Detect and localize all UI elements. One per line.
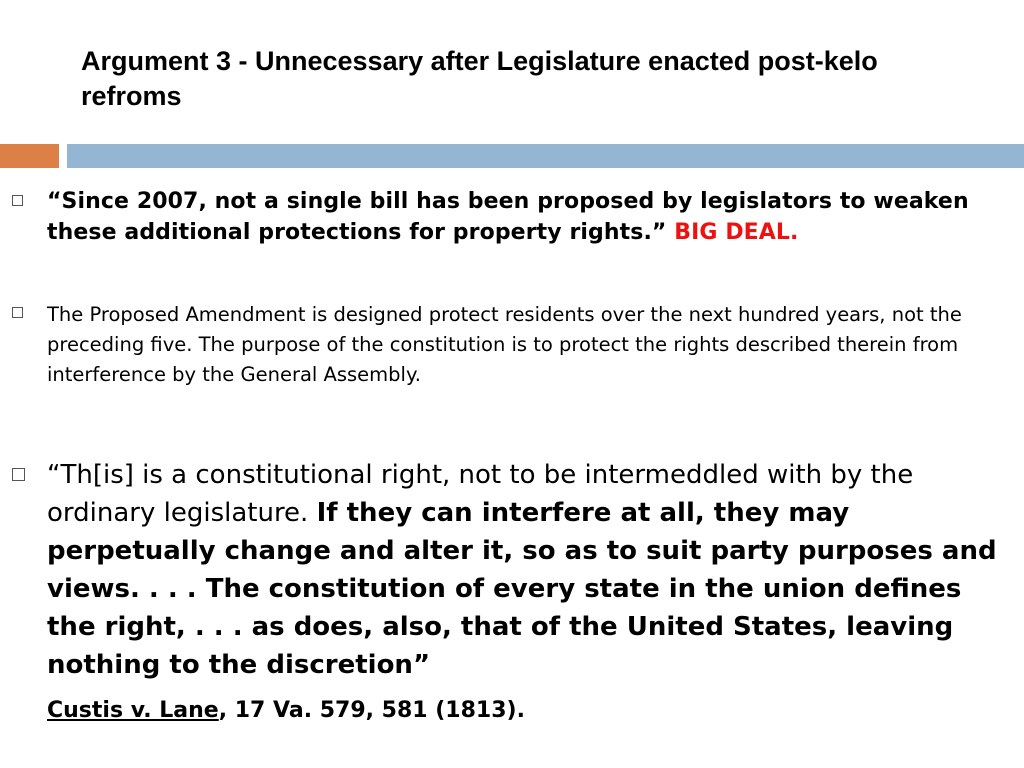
bullet-item-proposed-amendment xyxy=(12,300,1014,390)
accent-bar-orange xyxy=(0,144,59,168)
bullet-item-legislators-quote xyxy=(12,186,1014,248)
bullet-square-icon xyxy=(12,468,25,481)
legislators-quote: “Since 2007, not a single bill has been proposed by legislators to weaken these additional protections for property rights.” xyxy=(47,189,969,245)
bullet-text xyxy=(47,186,1014,248)
bullet-text: The Proposed Amendment is designed protect residents over the next hundred years, not the preceding five. The purpose of the constitution is to protect the rights described therein from interference by the General Assembly. xyxy=(47,303,962,386)
case-citation xyxy=(47,696,1014,726)
bullet-item-custis-quote xyxy=(12,456,1014,726)
citation-reference: , 17 Va. 579, 581 (1813). xyxy=(218,698,525,723)
bullet-square-icon xyxy=(12,307,23,318)
accent-bar-blue xyxy=(67,144,1024,168)
citation-case-name: Custis v. Lane xyxy=(47,698,219,723)
quote-plain: “Th[is] is a constitutional right, not to be intermeddled with by the ordinary legislature. xyxy=(47,460,914,528)
big-deal-emphasis: BIG DEAL. xyxy=(674,220,799,245)
slide-title: Argument 3 - Unnecessary after Legislature enacted post-kelo refroms xyxy=(81,46,878,111)
bullet-text xyxy=(47,456,1014,684)
bullet-square-icon xyxy=(12,195,23,206)
quote-bold: If they can interfere at all, they may perpetually change and alter it, so as to suit party purposes and views. . . . The constitution of every state in the union defines the right, . . . as does, also, that of the United States, leaving nothing to the discretion” xyxy=(47,498,997,680)
